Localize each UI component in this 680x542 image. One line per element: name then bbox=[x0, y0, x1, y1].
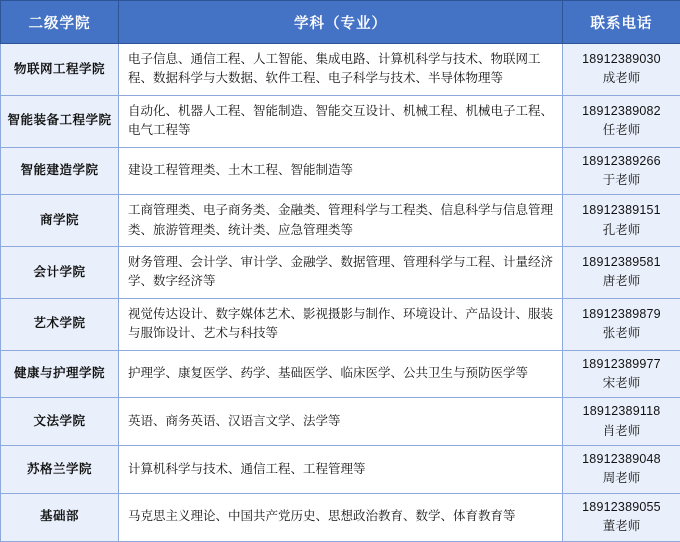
majors-list: 英语、商务英语、汉语言文学、法学等 bbox=[119, 398, 563, 446]
majors-list: 计算机科学与技术、通信工程、工程管理等 bbox=[119, 446, 563, 494]
contact-person: 周老师 bbox=[565, 469, 678, 488]
column-header-majors: 学科（专业） bbox=[119, 1, 563, 44]
contact-phone: 18912389118 bbox=[565, 402, 678, 421]
contact-phone: 18912389082 bbox=[565, 102, 678, 121]
college-name: 会计学院 bbox=[1, 247, 119, 299]
college-name: 商学院 bbox=[1, 195, 119, 247]
table-row bbox=[1, 247, 680, 299]
college-name: 艺术学院 bbox=[1, 298, 119, 350]
table-row bbox=[1, 350, 680, 398]
majors-list: 护理学、康复医学、药学、基础医学、临床医学、公共卫生与预防医学等 bbox=[119, 350, 563, 398]
majors-list: 建设工程管理类、土木工程、智能制造等 bbox=[119, 147, 563, 195]
majors-list: 电子信息、通信工程、人工智能、集成电路、计算机科学与技术、物联网工程、数据科学与大数据、软件工程、电子科学与技术、半导体物理等 bbox=[119, 44, 563, 96]
contact-person: 肖老师 bbox=[565, 422, 678, 441]
college-name: 智能建造学院 bbox=[1, 147, 119, 195]
contact-cell bbox=[563, 44, 680, 96]
contact-cell bbox=[563, 247, 680, 299]
contact-person: 唐老师 bbox=[565, 272, 678, 291]
table-row bbox=[1, 147, 680, 195]
college-name: 健康与护理学院 bbox=[1, 350, 119, 398]
majors-list: 视觉传达设计、数字媒体艺术、影视摄影与制作、环境设计、产品设计、服装与服饰设计、艺术与科技等 bbox=[119, 298, 563, 350]
contact-cell bbox=[563, 446, 680, 494]
contact-phone: 18912389055 bbox=[565, 498, 678, 517]
contact-phone: 18912389879 bbox=[565, 305, 678, 324]
contact-cell bbox=[563, 298, 680, 350]
contact-person: 宋老师 bbox=[565, 374, 678, 393]
contact-phone: 18912389030 bbox=[565, 50, 678, 69]
college-name: 文法学院 bbox=[1, 398, 119, 446]
contact-cell bbox=[563, 493, 680, 541]
contact-person: 张老师 bbox=[565, 324, 678, 343]
table-row bbox=[1, 298, 680, 350]
contact-phone: 18912389048 bbox=[565, 450, 678, 469]
table-header-row bbox=[1, 1, 680, 44]
contact-person: 孔老师 bbox=[565, 221, 678, 240]
majors-list: 马克思主义理论、中国共产党历史、思想政治教育、数学、体育教育等 bbox=[119, 493, 563, 541]
contact-phone: 18912389977 bbox=[565, 355, 678, 374]
table-row bbox=[1, 44, 680, 96]
column-header-phone: 联系电话 bbox=[563, 1, 680, 44]
contact-cell bbox=[563, 350, 680, 398]
table-row bbox=[1, 398, 680, 446]
table-row bbox=[1, 493, 680, 541]
column-header-college: 二级学院 bbox=[1, 1, 119, 44]
college-name: 苏格兰学院 bbox=[1, 446, 119, 494]
majors-list: 自动化、机器人工程、智能制造、智能交互设计、机械工程、机械电子工程、电气工程等 bbox=[119, 95, 563, 147]
majors-list: 工商管理类、电子商务类、金融类、管理科学与工程类、信息科学与信息管理类、旅游管理类、统计类、应急管理类等 bbox=[119, 195, 563, 247]
table-row bbox=[1, 446, 680, 494]
contact-phone: 18912389151 bbox=[565, 201, 678, 220]
table-row bbox=[1, 95, 680, 147]
contact-person: 于老师 bbox=[565, 171, 678, 190]
contact-cell bbox=[563, 398, 680, 446]
contact-person: 成老师 bbox=[565, 69, 678, 88]
contact-phone: 18912389266 bbox=[565, 152, 678, 171]
contact-cell bbox=[563, 95, 680, 147]
contact-person: 董老师 bbox=[565, 517, 678, 536]
college-name: 物联网工程学院 bbox=[1, 44, 119, 96]
contact-cell bbox=[563, 195, 680, 247]
majors-list: 财务管理、会计学、审计学、金融学、数据管理、管理科学与工程、计量经济学、数字经济等 bbox=[119, 247, 563, 299]
college-name: 智能装备工程学院 bbox=[1, 95, 119, 147]
college-name: 基础部 bbox=[1, 493, 119, 541]
contact-person: 任老师 bbox=[565, 121, 678, 140]
contact-phone: 18912389581 bbox=[565, 253, 678, 272]
table-header bbox=[1, 1, 680, 44]
table-body bbox=[1, 44, 680, 542]
table-row bbox=[1, 195, 680, 247]
contact-cell bbox=[563, 147, 680, 195]
